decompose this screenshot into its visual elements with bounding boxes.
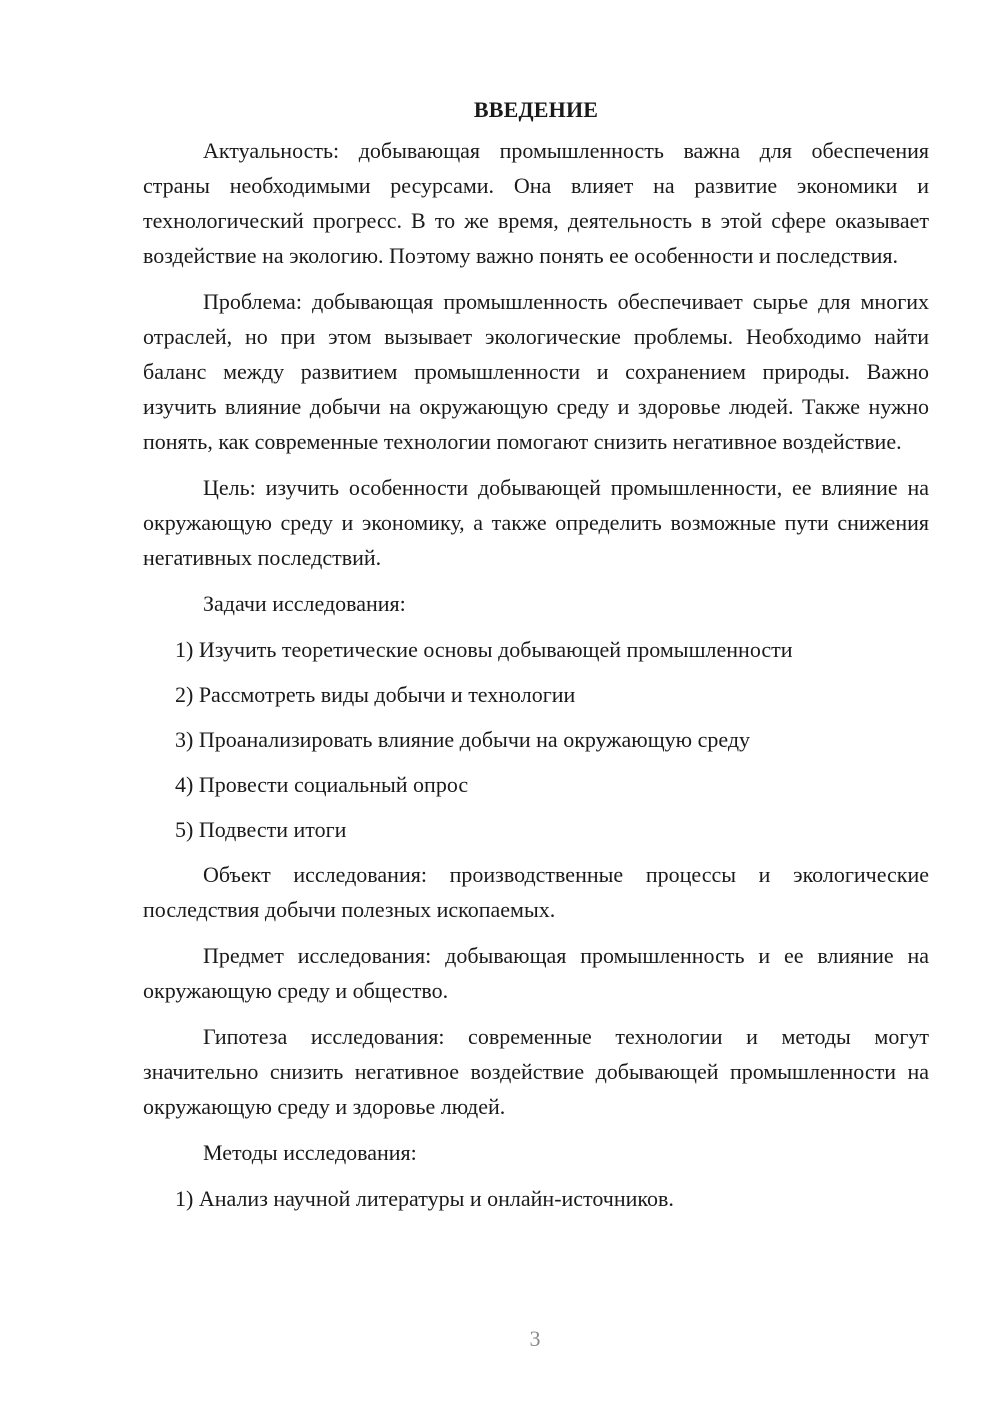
document-page — [143, 92, 929, 1226]
method-item: 1) Анализ научной литературы и онлайн-источников. — [175, 1186, 674, 1211]
object-paragraph: Объект исследования: производственные процессы и экологические последствия добычи полезных ископаемых. — [143, 862, 929, 922]
task-item: 2) Рассмотреть виды добычи и технологии — [175, 682, 576, 707]
tasks-heading: Задачи исследования: — [203, 591, 406, 616]
relevance-paragraph: Актуальность: добывающая промышленность важна для обеспечения страны необходимыми ресурсами. Она влияет на развитие экономики и технологический прогресс. В то же время, деятельность в этой сфере оказывает воздействие на экологию. Поэтому важно понять ее особенности и последствия. — [143, 138, 929, 268]
task-item: 4) Провести социальный опрос — [175, 772, 469, 797]
task-item: 1) Изучить теоретические основы добывающей промышленности — [175, 637, 793, 662]
task-item: 3) Проанализировать влияние добычи на окружающую среду — [175, 727, 751, 752]
methods-heading: Методы исследования: — [203, 1140, 417, 1165]
problem-paragraph: Проблема: добывающая промышленность обеспечивает сырье для многих отраслей, но при этом вызывает экологические проблемы. Необходимо найти баланс между развитием промышленности и сохранением природы. Важно изучить влияние добычи на окружающую среду и здоровье людей. Также нужно понять, как современные технологии помогают снизить негативное воздействие. — [143, 289, 929, 454]
task-item: 5) Подвести итоги — [175, 817, 347, 842]
subject-paragraph: Предмет исследования: добывающая промышленность и ее влияние на окружающую среду и общество. — [143, 943, 929, 1003]
page-number: 3 — [529, 1326, 541, 1351]
page-title: ВВЕДЕНИЕ — [473, 97, 599, 122]
goal-paragraph: Цель: изучить особенности добывающей промышленности, ее влияние на окружающую среду и экономику, а также определить возможные пути снижения негативных последствий. — [143, 475, 929, 570]
hypothesis-paragraph: Гипотеза исследования: современные технологии и методы могут значительно снизить негативное воздействие добывающей промышленности на окружающую среду и здоровье людей. — [143, 1024, 929, 1119]
